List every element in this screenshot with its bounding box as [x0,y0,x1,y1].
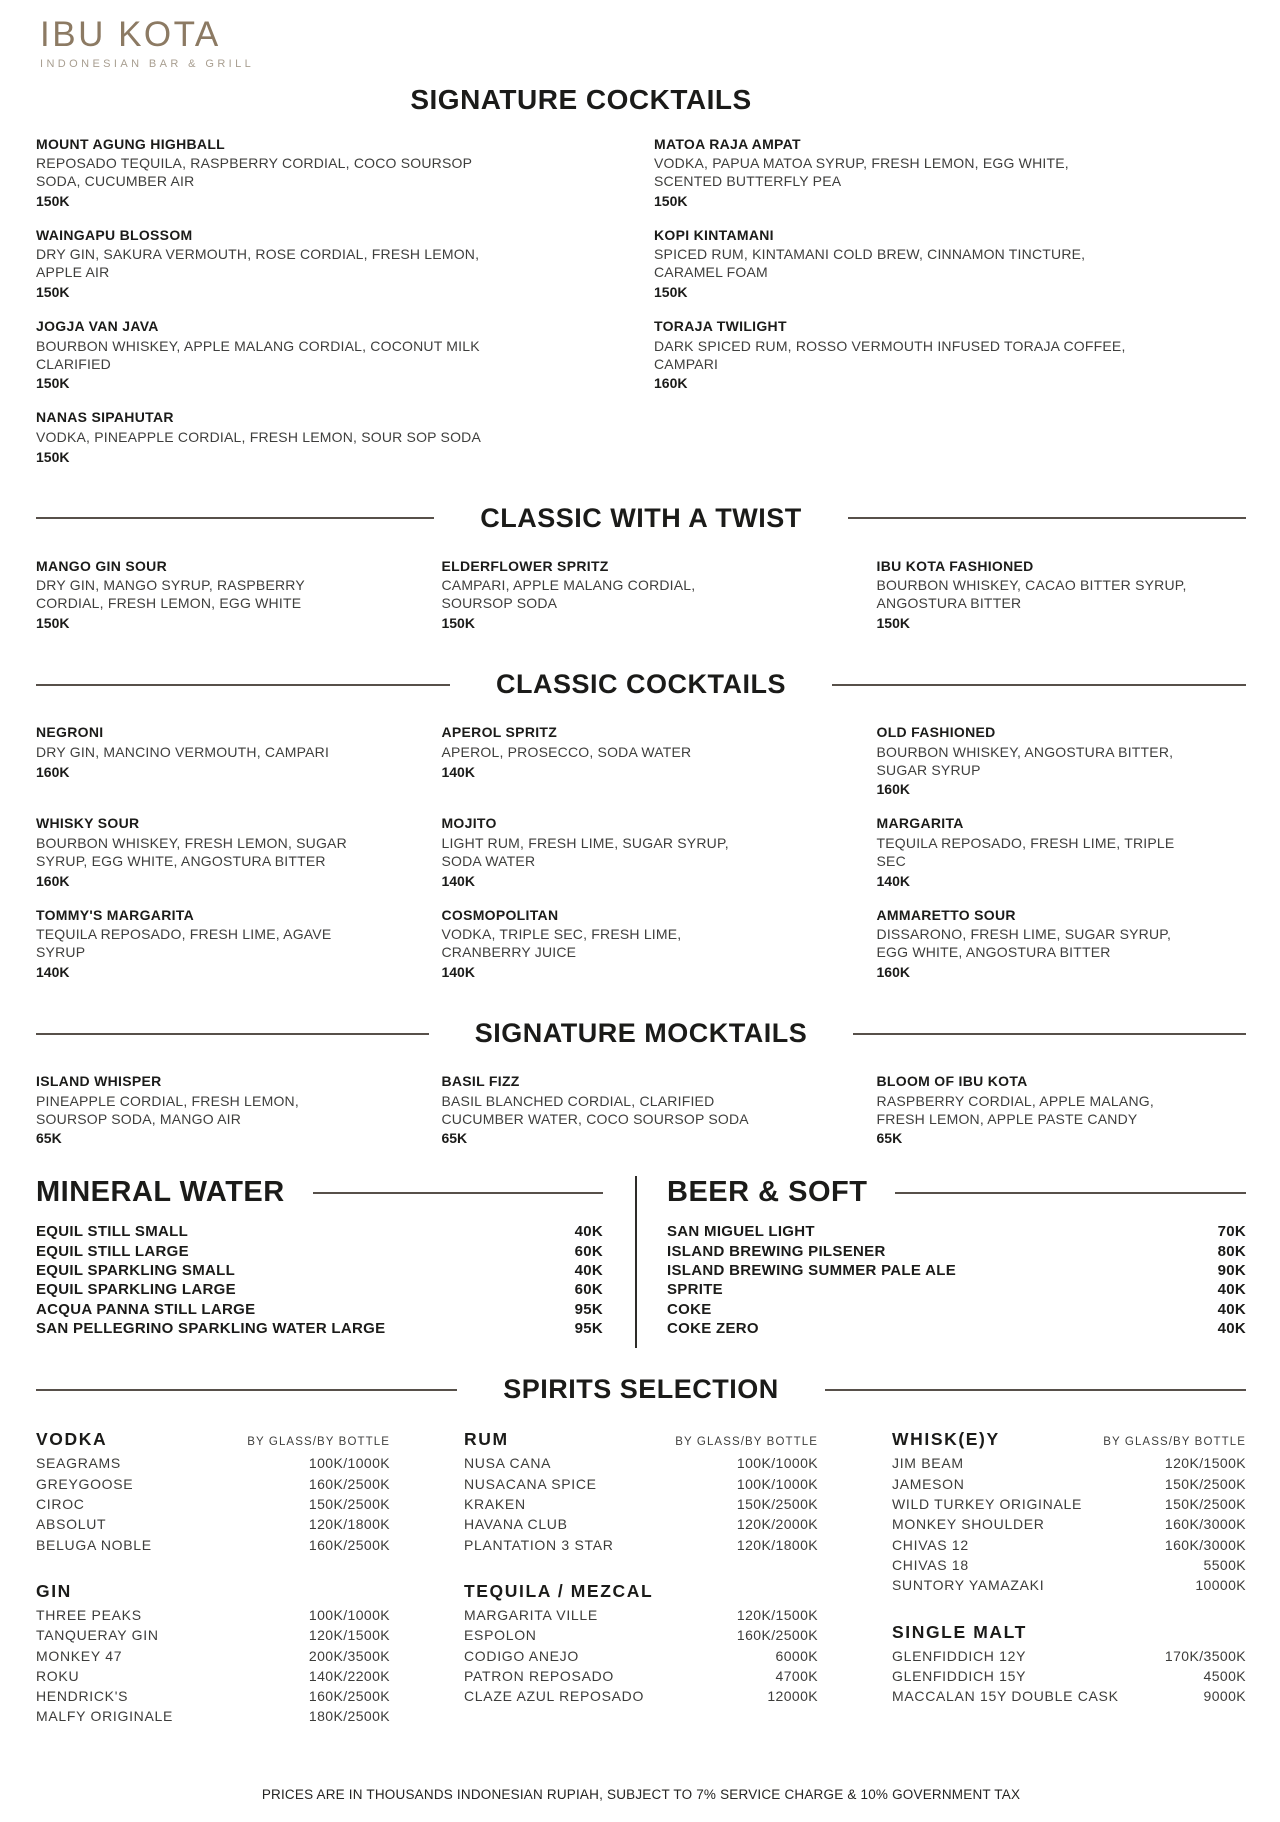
item-price: 120K/2000K [736,1516,818,1533]
group-heading [464,1429,818,1450]
item-price: 200K/3500K [308,1647,390,1664]
item-description: SPICED RUM, KINTAMANI COLD BREW, CINNAMON TINCTURE, CARAMEL FOAM [654,246,1086,281]
menu-item [36,227,514,300]
rule-line [36,1033,429,1035]
item-name: APEROL SPRITZ [441,724,558,741]
mineral-water-heading [36,1176,603,1209]
item-price: 160K/2500K [308,1536,390,1553]
item-price: 150K/2500K [1164,1496,1246,1513]
item-name: BASIL FIZZ [441,1073,520,1090]
menu-item [441,815,763,888]
item-name: EQUIL STILL SMALL [36,1223,189,1241]
item-name: MALFY ORIGINALE [36,1708,174,1725]
item-price: 40K [574,1262,603,1280]
item-price: 120K/1500K [736,1606,818,1623]
item-name: ISLAND WHISPER [36,1073,162,1090]
item-price: 150K [36,192,70,209]
group-title-tequila-mezcal: TEQUILA / MEZCAL [464,1580,654,1601]
brand-header [40,16,1246,70]
item-name: HAVANA CLUB [464,1516,568,1533]
item-price: 160K/2500K [308,1475,390,1492]
menu-item [877,558,1199,631]
item-price: 10000K [1195,1577,1246,1594]
rule-line [832,684,1246,686]
item-price: 95K [574,1320,603,1338]
item-name: MOJITO [441,815,497,832]
spirit-row [36,1625,390,1645]
item-description: BASIL BLANCHED CORDIAL, CLARIFIED CUCUMBER WATER, COCO SOURSOP SODA [441,1092,749,1127]
item-description: PINEAPPLE CORDIAL, FRESH LEMON, SOURSOP SODA, MANGO AIR [36,1092,299,1127]
item-price: 65K [876,1130,903,1147]
rule-line [313,1192,603,1194]
section-heading-spirits-selection [36,1374,1246,1405]
item-price: 120K/1500K [1164,1455,1246,1472]
item-price: 150K/2500K [308,1496,390,1513]
section-title-mineral-water: MINERAL WATER [36,1176,285,1209]
item-name: HENDRICK'S [36,1688,129,1705]
menu-item [654,227,1132,300]
item-price: 150K [654,192,688,209]
spirits-group-vodka [36,1429,390,1554]
rule-line [36,1389,457,1391]
item-name: NUSA CANA [464,1455,552,1472]
item-name: BELUGA NOBLE [36,1536,152,1553]
item-price: 12000K [767,1688,818,1705]
price-row [667,1300,1246,1319]
rule-line [825,1389,1246,1391]
by-glass-label: BY GLASS/BY BOTTLE [247,1436,390,1449]
spirit-row [464,1535,818,1555]
menu-item [441,558,763,631]
spirit-list [892,1646,1246,1707]
spirit-row [464,1625,818,1645]
item-description: TEQUILA REPOSADO, FRESH LIME, TRIPLE SEC [876,834,1175,869]
section-title-beer-soft: BEER & SOFT [667,1176,868,1209]
spirit-list [36,1453,390,1554]
price-row [667,1222,1246,1241]
menu-item [654,136,1132,209]
spirit-list [892,1453,1246,1595]
item-description: CAMPARI, APPLE MALANG CORDIAL, SOURSOP SODA [441,577,696,612]
menu-item [877,724,1199,797]
item-name: PLANTATION 3 STAR [464,1536,614,1553]
group-heading [36,1581,390,1602]
group-title-gin: GIN [36,1580,72,1601]
price-row [667,1280,1246,1299]
spirit-row [36,1453,390,1473]
item-description: DARK SPICED RUM, ROSSO VERMOUTH INFUSED TORAJA COFFEE, CAMPARI [654,337,1126,372]
spirit-row [36,1706,390,1726]
item-description: APEROL, PROSECCO, SODA WATER [441,743,692,760]
item-name: MOUNT AGUNG HIGHBALL [36,135,226,152]
item-price: 160K/3000K [1164,1536,1246,1553]
spirits-group-tequila-mezcal [464,1581,818,1706]
item-price: 150K [876,615,910,632]
price-row [36,1300,603,1319]
spirits-grid [36,1429,1246,1752]
classic-with-a-twist-list [36,558,1246,649]
spirit-row [36,1514,390,1534]
item-name: MARGARITA VILLE [464,1606,598,1623]
spirit-row [892,1453,1246,1473]
item-name: MATOA RAJA AMPAT [654,135,801,152]
spirit-row [892,1646,1246,1666]
spirit-row [892,1535,1246,1555]
item-price: 140K [441,964,475,981]
item-name: GREYGOOSE [36,1475,134,1492]
menu-item [441,1073,763,1146]
item-name: ISLAND BREWING PILSENER [667,1242,886,1260]
spirit-row [892,1666,1246,1686]
item-description: LIGHT RUM, FRESH LIME, SUGAR SYRUP, SODA WATER [441,834,729,869]
section-heading-signature-mocktails [36,1018,1246,1049]
spirits-column-3 [892,1429,1246,1752]
item-name: JOGJA VAN JAVA [36,318,159,335]
group-heading [464,1581,818,1602]
item-name: CODIGO ANEJO [464,1647,579,1664]
spirit-row [892,1494,1246,1514]
spirit-row [36,1494,390,1514]
spirit-row [892,1686,1246,1706]
menu-item [877,1073,1199,1146]
item-price: 160K/2500K [736,1627,818,1644]
item-description: VODKA, PINEAPPLE CORDIAL, FRESH LEMON, SOUR SOP SODA [36,428,482,445]
spirits-column-1 [36,1429,390,1752]
item-name: SPRITE [667,1281,723,1299]
spirit-row [36,1646,390,1666]
item-name: COSMOPOLITAN [441,906,559,923]
item-price: 160K/2500K [308,1688,390,1705]
spirit-row [464,1666,818,1686]
item-name: CHIVAS 12 [892,1536,969,1553]
menu-item [36,409,514,464]
item-name: MANGO GIN SOUR [36,557,167,574]
mineral-water-column [36,1176,637,1348]
group-heading [892,1622,1246,1643]
menu-item [36,318,514,391]
item-name: PATRON REPOSADO [464,1667,615,1684]
spirits-group-whiskey [892,1429,1246,1595]
item-name: NEGRONI [36,724,104,741]
item-price: 150K [441,615,475,632]
rule-line [853,1033,1246,1035]
item-price: 160K [876,781,910,798]
item-price: 100K/1000K [308,1455,390,1472]
item-price: 90K [1217,1262,1246,1280]
item-description: DRY GIN, SAKURA VERMOUTH, ROSE CORDIAL, FRESH LEMON, APPLE AIR [36,246,480,281]
item-price: 40K [1217,1320,1246,1338]
menu-item [877,815,1199,888]
item-price: 140K [876,872,910,889]
item-price: 5500K [1203,1556,1246,1573]
item-description: BOURBON WHISKEY, APPLE MALANG CORDIAL, COCONUT MILK CLARIFIED [36,337,480,372]
spirit-row [464,1646,818,1666]
item-name: EQUIL SPARKLING LARGE [36,1281,236,1299]
signature-mocktails-list [36,1073,1246,1164]
group-title-rum: RUM [464,1429,509,1450]
item-name: SAN MIGUEL LIGHT [667,1223,815,1241]
spirit-row [464,1686,818,1706]
item-name: ROKU [36,1667,80,1684]
item-name: CIROC [36,1496,85,1513]
item-description: TEQUILA REPOSADO, FRESH LIME, AGAVE SYRUP [36,926,332,961]
spirit-row [892,1555,1246,1575]
price-row [36,1242,603,1261]
group-title-vodka: VODKA [36,1429,108,1450]
item-name: KRAKEN [464,1496,526,1513]
group-heading [36,1429,390,1450]
item-price: 150K [36,284,70,301]
item-description: VODKA, PAPUA MATOA SYRUP, FRESH LEMON, EGG WHITE, SCENTED BUTTERFLY PEA [654,155,1069,189]
item-name: CHIVAS 18 [892,1556,969,1573]
menu-item [36,724,358,797]
signature-cocktails-list [36,136,1246,483]
item-price: 150K [654,284,688,301]
by-glass-label: BY GLASS/BY BOTTLE [1103,1436,1246,1449]
item-price: 160K [36,763,70,780]
item-price: 150K/2500K [736,1496,818,1513]
item-name: ESPOLON [464,1627,537,1644]
item-name: AMMARETTO SOUR [876,906,1016,923]
item-description: RASPBERRY CORDIAL, APPLE MALANG, FRESH LEMON, APPLE PASTE CANDY [876,1092,1154,1127]
item-price: 100K/1000K [736,1475,818,1492]
item-name: JIM BEAM [892,1455,964,1472]
price-row [667,1242,1246,1261]
item-name: ACQUA PANNA STILL LARGE [36,1300,256,1318]
rule-line [36,517,434,519]
item-price: 140K [441,763,475,780]
section-title-spirits-selection: SPIRITS SELECTION [503,1374,779,1405]
spirits-group-rum [464,1429,818,1554]
beer-soft-column [637,1176,1246,1348]
menu-item [36,815,358,888]
item-price: 4500K [1203,1667,1246,1684]
item-name: SUNTORY YAMAZAKI [892,1577,1045,1594]
item-name: SAN PELLEGRINO SPARKLING WATER LARGE [36,1320,386,1338]
item-price: 160K/3000K [1164,1516,1246,1533]
item-price: 4700K [775,1667,818,1684]
item-price: 6000K [775,1647,818,1664]
item-price: 150K/2500K [1164,1475,1246,1492]
rule-line [895,1192,1246,1194]
spirit-row [464,1453,818,1473]
footer-note: PRICES ARE IN THOUSANDS INDONESIAN RUPIAH, SUBJECT TO 7% SERVICE CHARGE & 10% GOVERNMENT TAX [261,1787,1021,1802]
spirit-row [464,1494,818,1514]
by-glass-label: BY GLASS/BY BOTTLE [675,1436,818,1449]
item-price: 40K [1217,1281,1246,1299]
menu-item [36,558,358,631]
price-row [36,1280,603,1299]
spirit-list [464,1605,818,1706]
spirit-row [36,1666,390,1686]
spirit-list [464,1453,818,1554]
item-description: DRY GIN, MANCINO VERMOUTH, CAMPARI [36,743,330,760]
section-heading-classic-cocktails [36,669,1246,700]
item-name: ELDERFLOWER SPRITZ [441,557,609,574]
spirit-row [892,1514,1246,1534]
item-name: TOMMY'S MARGARITA [36,906,195,923]
item-name: JAMESON [892,1475,965,1492]
item-name: TORAJA TWILIGHT [654,318,787,335]
item-name: CLAZE AZUL REPOSADO [464,1688,645,1705]
item-description: DISSARONO, FRESH LIME, SUGAR SYRUP, EGG WHITE, ANGOSTURA BITTER [876,926,1172,961]
classic-cocktails-list [36,724,1246,998]
item-name: EQUIL STILL LARGE [36,1242,189,1260]
item-price: 140K [441,872,475,889]
item-price: 140K/2200K [308,1667,390,1684]
item-name: ISLAND BREWING SUMMER PALE ALE [667,1262,956,1280]
item-description: BOURBON WHISKEY, CACAO BITTER SYRUP, ANGOSTURA BITTER [876,577,1187,612]
rule-line [36,684,450,686]
item-name: OLD FASHIONED [876,724,996,741]
item-price: 65K [441,1130,468,1147]
item-description: REPOSADO TEQUILA, RASPBERRY CORDIAL, COCO SOURSOP SODA, CUCUMBER AIR [36,155,472,189]
item-name: NANAS SIPAHUTAR [36,409,174,426]
item-name: ABSOLUT [36,1516,107,1533]
beer-soft-list [667,1222,1246,1338]
item-price: 150K [36,615,70,632]
item-price: 160K [876,964,910,981]
item-price: 100K/1000K [308,1606,390,1623]
spirit-row [36,1605,390,1625]
item-price: 140K [36,964,70,981]
price-row [36,1319,603,1338]
beer-soft-heading [667,1176,1246,1209]
spirits-group-gin [36,1581,390,1727]
section-title-signature-mocktails: SIGNATURE MOCKTAILS [474,1018,808,1049]
item-name: WHISKY SOUR [36,815,140,832]
item-price: 40K [1217,1300,1246,1318]
item-name: GLENFIDDICH 15Y [892,1667,1027,1684]
item-price: 150K [36,448,70,465]
spirit-row [464,1514,818,1534]
item-name: GLENFIDDICH 12Y [892,1647,1027,1664]
item-name: COKE ZERO [667,1320,759,1338]
section-heading-classic-with-a-twist [36,503,1246,534]
item-price: 60K [574,1242,603,1260]
item-price: 120K/1500K [308,1627,390,1644]
item-name: MARGARITA [876,815,964,832]
rule-line [848,517,1246,519]
item-name: WAINGAPU BLOSSOM [36,226,193,243]
spirit-row [464,1474,818,1494]
water-and-beer-section [36,1176,1246,1348]
menu-item [654,318,1132,391]
item-description: BOURBON WHISKEY, FRESH LEMON, SUGAR SYRUP, EGG WHITE, ANGOSTURA BITTER [36,834,347,869]
menu-item [36,907,358,980]
item-price: 65K [36,1130,62,1147]
item-price: 100K/1000K [736,1455,818,1472]
menu-item [441,724,763,797]
spirit-row [892,1575,1246,1595]
price-row [667,1319,1246,1338]
price-row [36,1222,603,1241]
menu-item [36,136,514,209]
item-name: NUSACANA SPICE [464,1475,597,1492]
item-description: DRY GIN, MANGO SYRUP, RASPBERRY CORDIAL, FRESH LEMON, EGG WHITE [36,577,305,612]
group-heading [892,1429,1246,1450]
item-price: 95K [574,1300,603,1318]
item-name: EQUIL SPARKLING SMALL [36,1262,236,1280]
item-price: 170K/3500K [1164,1647,1246,1664]
brand-tagline: INDONESIAN BAR & GRILL [40,57,255,70]
item-price: 150K [36,375,70,392]
item-name: SEAGRAMS [36,1455,121,1472]
item-price: 160K [36,872,70,889]
spirit-row [36,1535,390,1555]
section-title-signature-cocktails: SIGNATURE COCKTAILS [410,83,752,115]
item-name: IBU KOTA FASHIONED [876,557,1034,574]
item-name: WILD TURKEY ORIGINALE [892,1496,1083,1513]
item-description: BOURBON WHISKEY, ANGOSTURA BITTER, SUGAR SYRUP [876,743,1174,778]
item-price: 160K [654,375,688,392]
menu-item [877,907,1199,980]
item-price: 180K/2500K [308,1708,390,1725]
brand-logo: IBU KOTA [40,15,221,54]
mineral-water-list [36,1222,603,1338]
group-title-whiskey: WHISK(E)Y [892,1429,1000,1450]
section-title-classic-cocktails: CLASSIC COCKTAILS [496,669,786,700]
spirits-group-single-malt [892,1622,1246,1707]
item-name: COKE [667,1300,712,1318]
group-title-single-malt: SINGLE MALT [892,1621,1027,1642]
item-price: 60K [574,1281,603,1299]
item-name: MONKEY SHOULDER [892,1516,1045,1533]
item-price: 120K/1800K [308,1516,390,1533]
item-name: BLOOM OF IBU KOTA [876,1073,1028,1090]
item-price: 70K [1217,1223,1246,1241]
item-price: 120K/1800K [736,1536,818,1553]
spirit-list [36,1605,390,1727]
spirit-row [464,1605,818,1625]
menu-item [441,907,763,980]
item-name: MACCALAN 15Y DOUBLE CASK [892,1688,1119,1705]
menu-item [36,1073,358,1146]
price-row [667,1261,1246,1280]
spirit-row [36,1474,390,1494]
spirit-row [892,1474,1246,1494]
item-name: TANQUERAY GIN [36,1627,159,1644]
item-name: THREE PEAKS [36,1606,142,1623]
spirits-column-2 [464,1429,818,1752]
item-price: 80K [1217,1242,1246,1260]
section-title-classic-with-a-twist: CLASSIC WITH A TWIST [480,502,802,533]
item-name: MONKEY 47 [36,1647,123,1664]
item-price: 9000K [1203,1688,1246,1705]
item-price: 40K [574,1223,603,1241]
spirit-row [36,1686,390,1706]
item-description: VODKA, TRIPLE SEC, FRESH LIME, CRANBERRY JUICE [441,926,682,961]
price-row [36,1261,603,1280]
item-name: KOPI KINTAMANI [654,226,774,243]
